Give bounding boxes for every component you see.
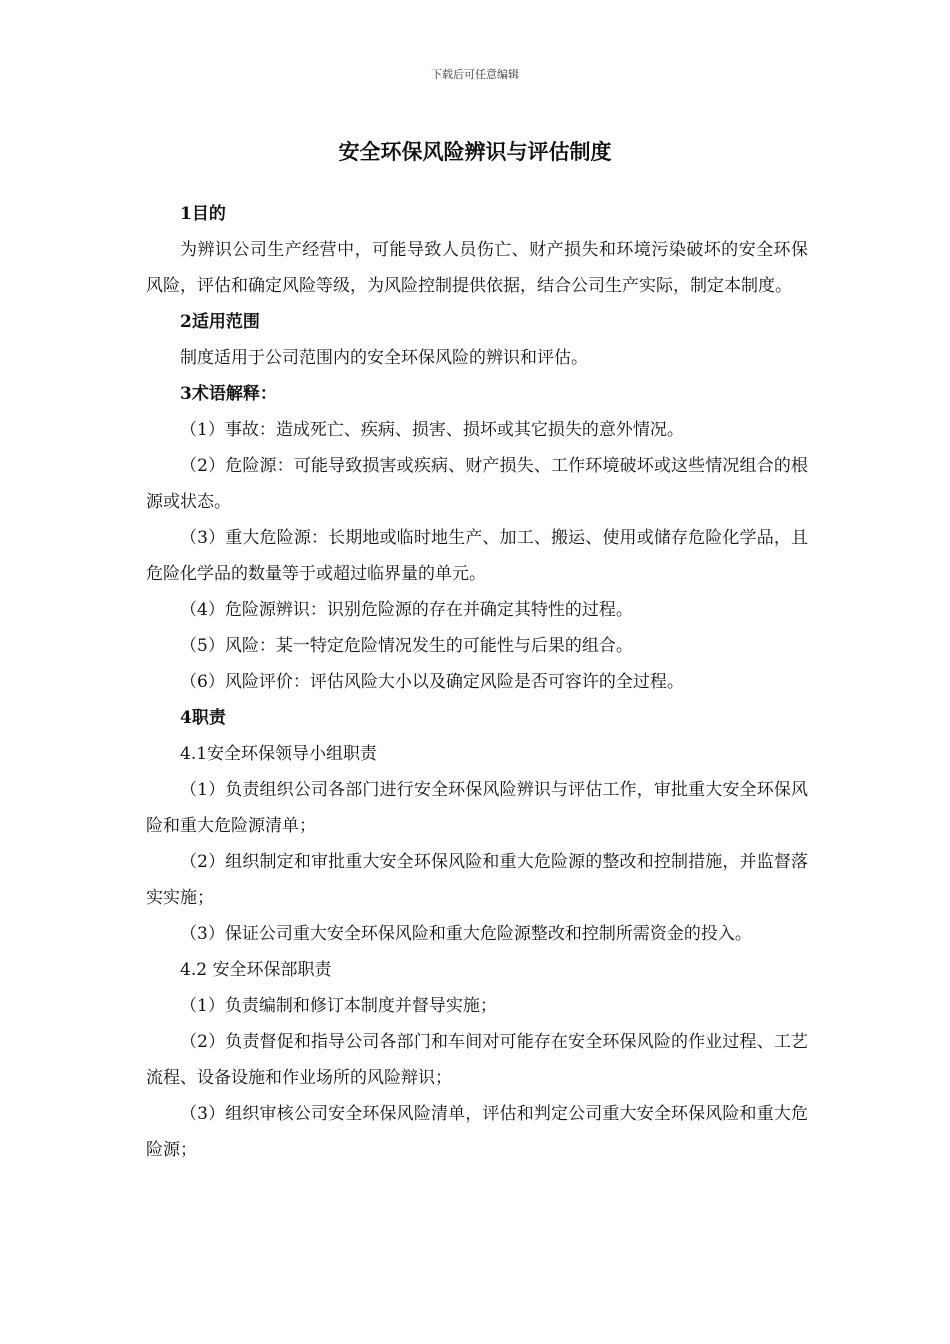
subsection-heading-leadership-group: 4.1安全环保领导小组职责 (180, 744, 378, 764)
paragraph-scope: 制度适用于公司范围内的安全环保风险的辨识和评估。 (180, 348, 588, 368)
section-heading-terms: 3术语解释： (180, 384, 277, 404)
term-item-hazard-identification: （4）危险源辨识：识别危险源的存在并确定其特性的过程。 (180, 600, 633, 620)
term-item-hazard-source: （2）危险源：可能导致损害或疾病、财产损失、工作环境破坏或这些情况组合的根源或状态。 (146, 456, 808, 512)
duty-item: （1）负责编制和修订本制度并督导实施； (180, 996, 497, 1016)
duty-item: （3）组织审核公司安全环保风险清单，评估和判定公司重大安全环保风险和重大危险源； (146, 1104, 808, 1160)
page-header: 下载后可任意编辑 (431, 68, 519, 81)
section-heading-purpose: 1目的 (180, 204, 226, 224)
term-item-risk-evaluation: （6）风险评价：评估风险大小以及确定风险是否可容许的全过程。 (180, 672, 684, 692)
duty-item: （3）保证公司重大安全环保风险和重大危险源整改和控制所需资金的投入。 (180, 924, 752, 944)
duty-item: （2）负责督促和指导公司各部门和车间对可能存在安全环保风险的作业过程、工艺流程、设备设施和作业场所的风险辩识； (146, 1032, 808, 1088)
duty-item: （1）负责组织公司各部门进行安全环保风险辨识与评估工作，审批重大安全环保风险和重大危险源清单； (146, 780, 808, 836)
document-title: 安全环保风险辨识与评估制度 (338, 139, 612, 164)
subsection-heading-safety-department: 4.2 安全环保部职责 (180, 960, 332, 980)
document-body (146, 196, 808, 1168)
duty-item: （2）组织制定和审批重大安全环保风险和重大危险源的整改和控制措施，并监督落实实施； (146, 852, 808, 908)
section-heading-responsibilities: 4职责 (180, 708, 226, 728)
section-heading-scope: 2适用范围 (180, 312, 260, 332)
term-item-major-hazard-source: （3）重大危险源：长期地或临时地生产、加工、搬运、使用或储存危险化学品，且危险化学品的数量等于或超过临界量的单元。 (146, 528, 808, 584)
term-item-accident: （1）事故：造成死亡、疾病、损害、损坏或其它损失的意外情况。 (180, 420, 684, 440)
term-item-risk: （5）风险：某一特定危险情况发生的可能性与后果的组合。 (180, 636, 633, 656)
paragraph-purpose: 为辨识公司生产经营中，可能导致人员伤亡、财产损失和环境污染破坏的安全环保风险，评估和确定风险等级，为风险控制提供依据，结合公司生产实际，制定本制度。 (146, 240, 808, 296)
